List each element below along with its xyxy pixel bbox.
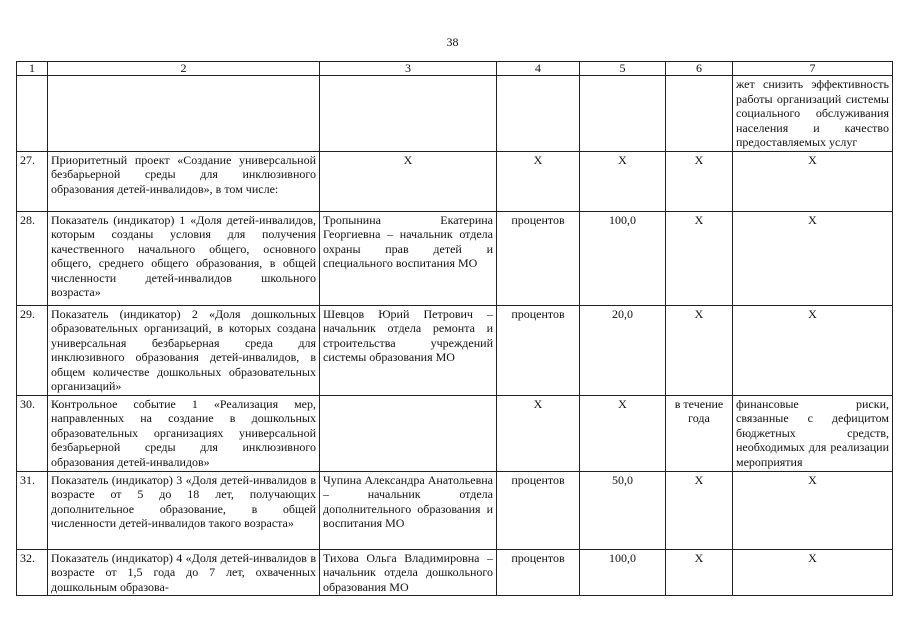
table-row: [17, 395, 893, 471]
header-col-3: 3: [320, 62, 497, 76]
table-row: [17, 471, 893, 549]
header-col-1: 1: [17, 62, 48, 76]
row-risk: Х: [733, 151, 893, 211]
row-unit: процентов: [497, 549, 580, 596]
row-term: Х: [666, 305, 733, 395]
row-number: 32.: [17, 549, 48, 596]
table-row: [17, 151, 893, 211]
row-unit: [497, 76, 580, 152]
row-responsible: Шевцов Юрий Петрович – начальник отдела ремонта и строительства учреждений системы образования МО: [320, 305, 497, 395]
row-value: 20,0: [580, 305, 666, 395]
row-unit: процентов: [497, 305, 580, 395]
row-risk: жет снизить эффективность работы организаций системы социального обслуживания населения и качество предоставляемых услуг: [733, 76, 893, 152]
header-col-6: 6: [666, 62, 733, 76]
row-value: Х: [580, 395, 666, 471]
page-number: 38: [446, 35, 459, 49]
row-responsible: Чупина Александра Анатольевна – начальник отдела дополнительного образования и воспитания МО: [320, 471, 497, 549]
header-col-7: 7: [733, 62, 893, 76]
row-unit: Х: [497, 151, 580, 211]
table-row: [17, 211, 893, 305]
row-term: Х: [666, 549, 733, 596]
row-unit: Х: [497, 395, 580, 471]
row-responsible: [320, 395, 497, 471]
table-row: [17, 549, 893, 596]
row-responsible: Тропынина Екатерина Георгиевна – начальник отдела охраны прав детей и специального воспитания МО: [320, 211, 497, 305]
row-term: [666, 76, 733, 152]
row-value: Х: [580, 151, 666, 211]
row-responsible: [320, 76, 497, 152]
row-term: Х: [666, 151, 733, 211]
row-number: 27.: [17, 151, 48, 211]
header-row: [17, 62, 893, 76]
row-value: 100,0: [580, 211, 666, 305]
row-number: [17, 76, 48, 152]
row-responsible: Х: [320, 151, 497, 211]
row-number: 30.: [17, 395, 48, 471]
row-name: [48, 76, 320, 152]
row-risk: финансовые риски, связанные с дефицитом бюджетных средств, необходимых для реализации мероприятия: [733, 395, 893, 471]
header-col-5: 5: [580, 62, 666, 76]
row-term: Х: [666, 211, 733, 305]
header-col-4: 4: [497, 62, 580, 76]
row-number: 31.: [17, 471, 48, 549]
row-name: Приоритетный проект «Создание универсальной безбарьерной среды для инклюзивного образования детей-инвалидов», в том числе:: [48, 151, 320, 211]
row-name: Показатель (индикатор) 2 «Доля дошкольных образовательных организаций, в которых создана универсальная безбарьерная среда для инклюзивного образования детей-инвалидов, в общем количестве дошкольных образовательных организаций»: [48, 305, 320, 395]
row-risk: Х: [733, 305, 893, 395]
row-value: [580, 76, 666, 152]
program-table: [16, 61, 893, 596]
row-number: 29.: [17, 305, 48, 395]
row-name: Показатель (индикатор) 3 «Доля детей-инвалидов в возрасте от 5 до 18 лет, получающих дополнительное образование, в общей численности детей-инвалидов такого возраста»: [48, 471, 320, 549]
header-col-2: 2: [48, 62, 320, 76]
row-name: Показатель (индикатор) 1 «Доля детей-инвалидов, которым созданы условия для получения качественного начального общего, основного общего, среднего общего образования, в общей численности детей-инвалидов школьного возраста»: [48, 211, 320, 305]
row-term: в течение года: [666, 395, 733, 471]
row-risk: Х: [733, 471, 893, 549]
table-row: [17, 305, 893, 395]
table-row: [17, 76, 893, 152]
row-unit: процентов: [497, 211, 580, 305]
row-number: 28.: [17, 211, 48, 305]
row-name: Показатель (индикатор) 4 «Доля детей-инвалидов в возрасте от 1,5 года до 7 лет, охваченных дошкольным образова-: [48, 549, 320, 596]
row-risk: Х: [733, 549, 893, 596]
row-responsible: Тихова Ольга Владимировна – начальник отдела дошкольного образования МО: [320, 549, 497, 596]
row-unit: процентов: [497, 471, 580, 549]
row-name: Контрольное событие 1 «Реализация мер, направленных на создание в дошкольных образовательных организациях универсальной безбарьерной среды для инклюзивного образования детей-инвалидов»: [48, 395, 320, 471]
row-term: Х: [666, 471, 733, 549]
row-value: 50,0: [580, 471, 666, 549]
row-value: 100,0: [580, 549, 666, 596]
row-risk: Х: [733, 211, 893, 305]
